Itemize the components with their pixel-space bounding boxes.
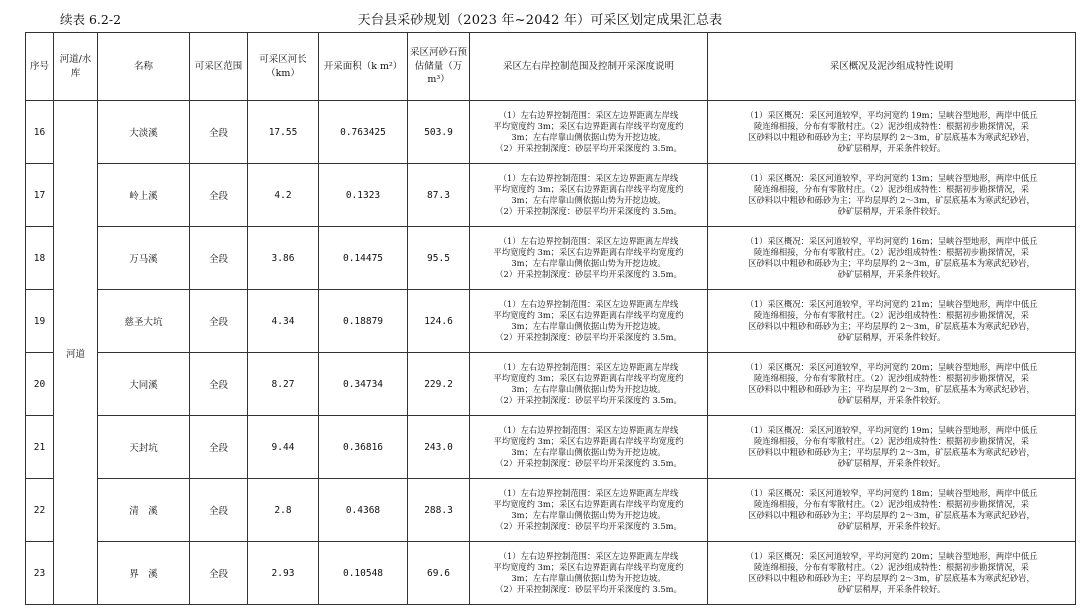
cell-length: 4.34 (248, 290, 319, 353)
cell-reserve: 229.2 (408, 353, 470, 416)
cell-name: 岭上溪 (98, 164, 190, 227)
cell-area: 0.14475 (319, 227, 408, 290)
header-name: 名称 (98, 33, 190, 101)
overview-desc-line: （1）采区概况：采区河道较窄，平均河宽约 20m；呈峡谷型地形，两岸中低丘 (745, 551, 1038, 562)
table-title: 天台县采砂规划（2023 年~2042 年）可采区划定成果汇总表 (357, 13, 723, 28)
overview-desc-line: （1）采区概况：采区河道较窄，平均河宽约 20m；呈峡谷型地形，两岸中低丘 (745, 362, 1038, 373)
cell-reserve: 243.0 (408, 416, 470, 479)
table-caption: 续表 6.2-2 (60, 12, 122, 27)
control-desc-line: （1）左右边界控制范围：采区左边界距离左岸线 (498, 236, 679, 247)
overview-desc-line: 区砂料以中粗砂和砾砂为主；平均层厚约 2～3m，矿层底基本为寒武纪砂岩， (748, 195, 1035, 205)
cell-overview-desc (708, 164, 1076, 227)
table-row (26, 542, 1076, 605)
cell-scope: 全段 (190, 290, 248, 353)
overview-desc-line: 砂矿层稍厚，开采条件较好。 (837, 394, 946, 405)
cell-name: 界 溪 (98, 542, 190, 605)
control-desc-line: 3m；左右岸靠山侧依据山势为开挖边坡。 (511, 258, 666, 268)
cell-length: 4.2 (248, 164, 319, 227)
cell-scope: 全段 (190, 227, 248, 290)
control-desc-line: （1）左右边界控制范围：采区左边界距离左岸线 (498, 362, 679, 373)
cell-seq: 19 (26, 290, 54, 353)
summary-table (25, 32, 1076, 605)
control-desc-line: （1）左右边界控制范围：采区左边界距离左岸线 (498, 488, 679, 499)
control-desc-line: 平均宽度约 3m；采区右边界距离右岸线平均宽度约 (493, 562, 684, 573)
overview-desc-line: 区砂料以中粗砂和砾砂为主；平均层厚约 2～3m，矿层底基本为寒武纪砂岩， (748, 447, 1035, 457)
header-scope: 可采区范围 (190, 33, 248, 101)
control-desc-line: 3m；左右岸靠山侧依据山势为开挖边坡。 (511, 384, 666, 394)
cell-overview-desc (708, 227, 1076, 290)
overview-desc-line: 陵连绵相接，分布有零散村庄。（2）泥沙组成特性：根据初步勘探情况，采 (754, 247, 1029, 258)
overview-desc-line: （1）采区概况：采区河道较窄，平均河宽约 19m；呈峡谷型地形，两岸中低丘 (745, 110, 1038, 121)
overview-desc-line: 陵连绵相接，分布有零散村庄。（2）泥沙组成特性：根据初步勘探情况，采 (754, 373, 1029, 384)
table-row (26, 227, 1076, 290)
control-desc-line: （2）开采控制深度：砂层平均开采深度约 3.5m。 (495, 268, 682, 279)
overview-desc-line: 区砂料以中粗砂和砾砂为主；平均层厚约 2～3m，矿层底基本为寒武纪砂岩， (748, 384, 1035, 394)
cell-overview-desc (708, 353, 1076, 416)
control-desc-line: 平均宽度约 3m；采区右边界距离右岸线平均宽度约 (493, 247, 684, 258)
cell-area: 0.10548 (319, 542, 408, 605)
overview-desc-line: 陵连绵相接，分布有零散村庄。（2）泥沙组成特性：根据初步勘探情况，采 (754, 562, 1029, 573)
cell-river-type: 河道 (54, 101, 98, 605)
cell-scope: 全段 (190, 101, 248, 164)
overview-desc-line: 砂矿层稍厚，开采条件较好。 (837, 583, 946, 594)
table-row (26, 164, 1076, 227)
cell-control-desc (470, 227, 708, 290)
control-desc-line: （2）开采控制深度：砂层平均开采深度约 3.5m。 (495, 394, 682, 405)
cell-length: 3.86 (248, 227, 319, 290)
control-desc-line: 3m；左右岸靠山侧依据山势为开挖边坡。 (511, 321, 666, 331)
cell-reserve: 503.9 (408, 101, 470, 164)
control-desc-line: （1）左右边界控制范围：采区左边界距离左岸线 (498, 110, 679, 121)
header-reserve: 采区河砂石预估储量（万 m³） (408, 33, 470, 101)
overview-desc-line: （1）采区概况：采区河道较窄，平均河宽约 19m；呈峡谷型地形，两岸中低丘 (745, 425, 1038, 436)
control-desc-line: 平均宽度约 3m；采区右边界距离右岸线平均宽度约 (493, 310, 684, 321)
cell-name: 慈圣大坑 (98, 290, 190, 353)
cell-overview-desc (708, 479, 1076, 542)
cell-area: 0.763425 (319, 101, 408, 164)
header-overview: 采区概况及泥沙组成特性说明 (708, 33, 1076, 101)
cell-reserve: 87.3 (408, 164, 470, 227)
cell-overview-desc (708, 101, 1076, 164)
cell-reserve: 124.6 (408, 290, 470, 353)
cell-overview-desc (708, 542, 1076, 605)
control-desc-line: 3m；左右岸靠山侧依据山势为开挖边坡。 (511, 447, 666, 457)
overview-desc-line: 陵连绵相接，分布有零散村庄。（2）泥沙组成特性：根据初步勘探情况，采 (754, 310, 1029, 321)
control-desc-line: 3m；左右岸靠山侧依据山势为开挖边坡。 (511, 132, 666, 142)
cell-area: 0.1323 (319, 164, 408, 227)
overview-desc-line: （1）采区概况：采区河道较窄，平均河宽约 16m；呈峡谷型地形，两岸中低丘 (745, 236, 1038, 247)
cell-length: 17.55 (248, 101, 319, 164)
cell-control-desc (470, 479, 708, 542)
overview-desc-line: 区砂料以中粗砂和砾砂为主；平均层厚约 2～3m，矿层底基本为寒武纪砂岩， (748, 321, 1035, 331)
table-row (26, 416, 1076, 479)
cell-scope: 全段 (190, 479, 248, 542)
header-control: 采区左右岸控制范围及控制开采深度说明 (470, 33, 708, 101)
table-row (26, 353, 1076, 416)
cell-control-desc (470, 290, 708, 353)
cell-overview-desc (708, 290, 1076, 353)
table-body (26, 101, 1076, 605)
control-desc-line: 3m；左右岸靠山侧依据山势为开挖边坡。 (511, 195, 666, 205)
cell-length: 2.93 (248, 542, 319, 605)
header-area: 开采面积（k m²） (319, 33, 408, 101)
overview-desc-line: 区砂料以中粗砂和砾砂为主；平均层厚约 2～3m，矿层底基本为寒武纪砂岩， (748, 132, 1035, 142)
overview-desc-line: 区砂料以中粗砂和砾砂为主；平均层厚约 2～3m，矿层底基本为寒武纪砂岩， (748, 258, 1035, 268)
cell-name: 大淡溪 (98, 101, 190, 164)
overview-desc-line: 砂矿层稍厚，开采条件较好。 (837, 205, 946, 216)
overview-desc-line: 砂矿层稍厚，开采条件较好。 (837, 268, 946, 279)
cell-control-desc (470, 416, 708, 479)
cell-name: 清 溪 (98, 479, 190, 542)
control-desc-line: 平均宽度约 3m；采区右边界距离右岸线平均宽度约 (493, 499, 684, 510)
cell-control-desc (470, 542, 708, 605)
cell-reserve: 288.3 (408, 479, 470, 542)
cell-name: 天封坑 (98, 416, 190, 479)
cell-reserve: 69.6 (408, 542, 470, 605)
overview-desc-line: （1）采区概况：采区河道较窄，平均河宽约 18m；呈峡谷型地形，两岸中低丘 (745, 488, 1038, 499)
table-row (26, 101, 1076, 164)
cell-seq: 16 (26, 101, 54, 164)
control-desc-line: （1）左右边界控制范围：采区左边界距离左岸线 (498, 551, 679, 562)
cell-seq: 20 (26, 353, 54, 416)
table-row (26, 479, 1076, 542)
cell-area: 0.36816 (319, 416, 408, 479)
header-seq: 序号 (26, 33, 54, 101)
overview-desc-line: 砂矿层稍厚，开采条件较好。 (837, 520, 946, 531)
cell-name: 万马溪 (98, 227, 190, 290)
control-desc-line: （2）开采控制深度：砂层平均开采深度约 3.5m。 (495, 205, 682, 216)
control-desc-line: 平均宽度约 3m；采区右边界距离右岸线平均宽度约 (493, 184, 684, 195)
cell-control-desc (470, 164, 708, 227)
cell-length: 2.8 (248, 479, 319, 542)
overview-desc-line: 陵连绵相接，分布有零散村庄。（2）泥沙组成特性：根据初步勘探情况，采 (754, 121, 1029, 132)
control-desc-line: 3m；左右岸靠山侧依据山势为开挖边坡。 (511, 510, 666, 520)
overview-desc-line: 陵连绵相接，分布有零散村庄。（2）泥沙组成特性：根据初步勘探情况，采 (754, 436, 1029, 447)
overview-desc-line: （1）采区概况：采区河道较窄，平均河宽约 13m；呈峡谷型地形，两岸中低丘 (745, 173, 1038, 184)
cell-area: 0.4368 (319, 479, 408, 542)
cell-scope: 全段 (190, 353, 248, 416)
cell-seq: 21 (26, 416, 54, 479)
cell-overview-desc (708, 416, 1076, 479)
control-desc-line: （1）左右边界控制范围：采区左边界距离左岸线 (498, 425, 679, 436)
cell-name: 大同溪 (98, 353, 190, 416)
control-desc-line: （2）开采控制深度：砂层平均开采深度约 3.5m。 (495, 331, 682, 342)
control-desc-line: 平均宽度约 3m；采区右边界距离右岸线平均宽度约 (493, 436, 684, 447)
overview-desc-line: 区砂料以中粗砂和砾砂为主；平均层厚约 2～3m，矿层底基本为寒武纪砂岩， (748, 510, 1035, 520)
control-desc-line: 平均宽度约 3m；采区右边界距离右岸线平均宽度约 (493, 373, 684, 384)
control-desc-line: （2）开采控制深度：砂层平均开采深度约 3.5m。 (495, 520, 682, 531)
header-length: 可采区河长（km） (248, 33, 319, 101)
cell-length: 9.44 (248, 416, 319, 479)
overview-desc-line: 区砂料以中粗砂和砾砂为主；平均层厚约 2～3m，矿层底基本为寒武纪砂岩， (748, 573, 1035, 583)
cell-area: 0.34734 (319, 353, 408, 416)
table-header-row (26, 33, 1076, 101)
header-river: 河道/水库 (54, 33, 98, 101)
control-desc-line: （2）开采控制深度：砂层平均开采深度约 3.5m。 (495, 583, 682, 594)
cell-control-desc (470, 101, 708, 164)
cell-scope: 全段 (190, 542, 248, 605)
cell-seq: 18 (26, 227, 54, 290)
cell-scope: 全段 (190, 164, 248, 227)
overview-desc-line: 砂矿层稍厚，开采条件较好。 (837, 457, 946, 468)
cell-seq: 17 (26, 164, 54, 227)
cell-control-desc (470, 353, 708, 416)
cell-seq: 22 (26, 479, 54, 542)
cell-scope: 全段 (190, 416, 248, 479)
control-desc-line: （2）开采控制深度：砂层平均开采深度约 3.5m。 (495, 457, 682, 468)
control-desc-line: （1）左右边界控制范围：采区左边界距离左岸线 (498, 173, 679, 184)
control-desc-line: 3m；左右岸靠山侧依据山势为开挖边坡。 (511, 573, 666, 583)
table-row (26, 290, 1076, 353)
control-desc-line: 平均宽度约 3m；采区右边界距离右岸线平均宽度约 (493, 121, 684, 132)
overview-desc-line: 陵连绵相接，分布有零散村庄。（2）泥沙组成特性：根据初步勘探情况，采 (754, 184, 1029, 195)
overview-desc-line: 砂矿层稍厚，开采条件较好。 (837, 142, 946, 153)
cell-seq: 23 (26, 542, 54, 605)
cell-area: 0.18879 (319, 290, 408, 353)
cell-length: 8.27 (248, 353, 319, 416)
control-desc-line: （1）左右边界控制范围：采区左边界距离左岸线 (498, 299, 679, 310)
overview-desc-line: （1）采区概况：采区河道较窄，平均河宽约 21m；呈峡谷型地形，两岸中低丘 (745, 299, 1038, 310)
control-desc-line: （2）开采控制深度：砂层平均开采深度约 3.5m。 (495, 142, 682, 153)
overview-desc-line: 砂矿层稍厚，开采条件较好。 (837, 331, 946, 342)
overview-desc-line: 陵连绵相接，分布有零散村庄。（2）泥沙组成特性：根据初步勘探情况，采 (754, 499, 1029, 510)
cell-reserve: 95.5 (408, 227, 470, 290)
